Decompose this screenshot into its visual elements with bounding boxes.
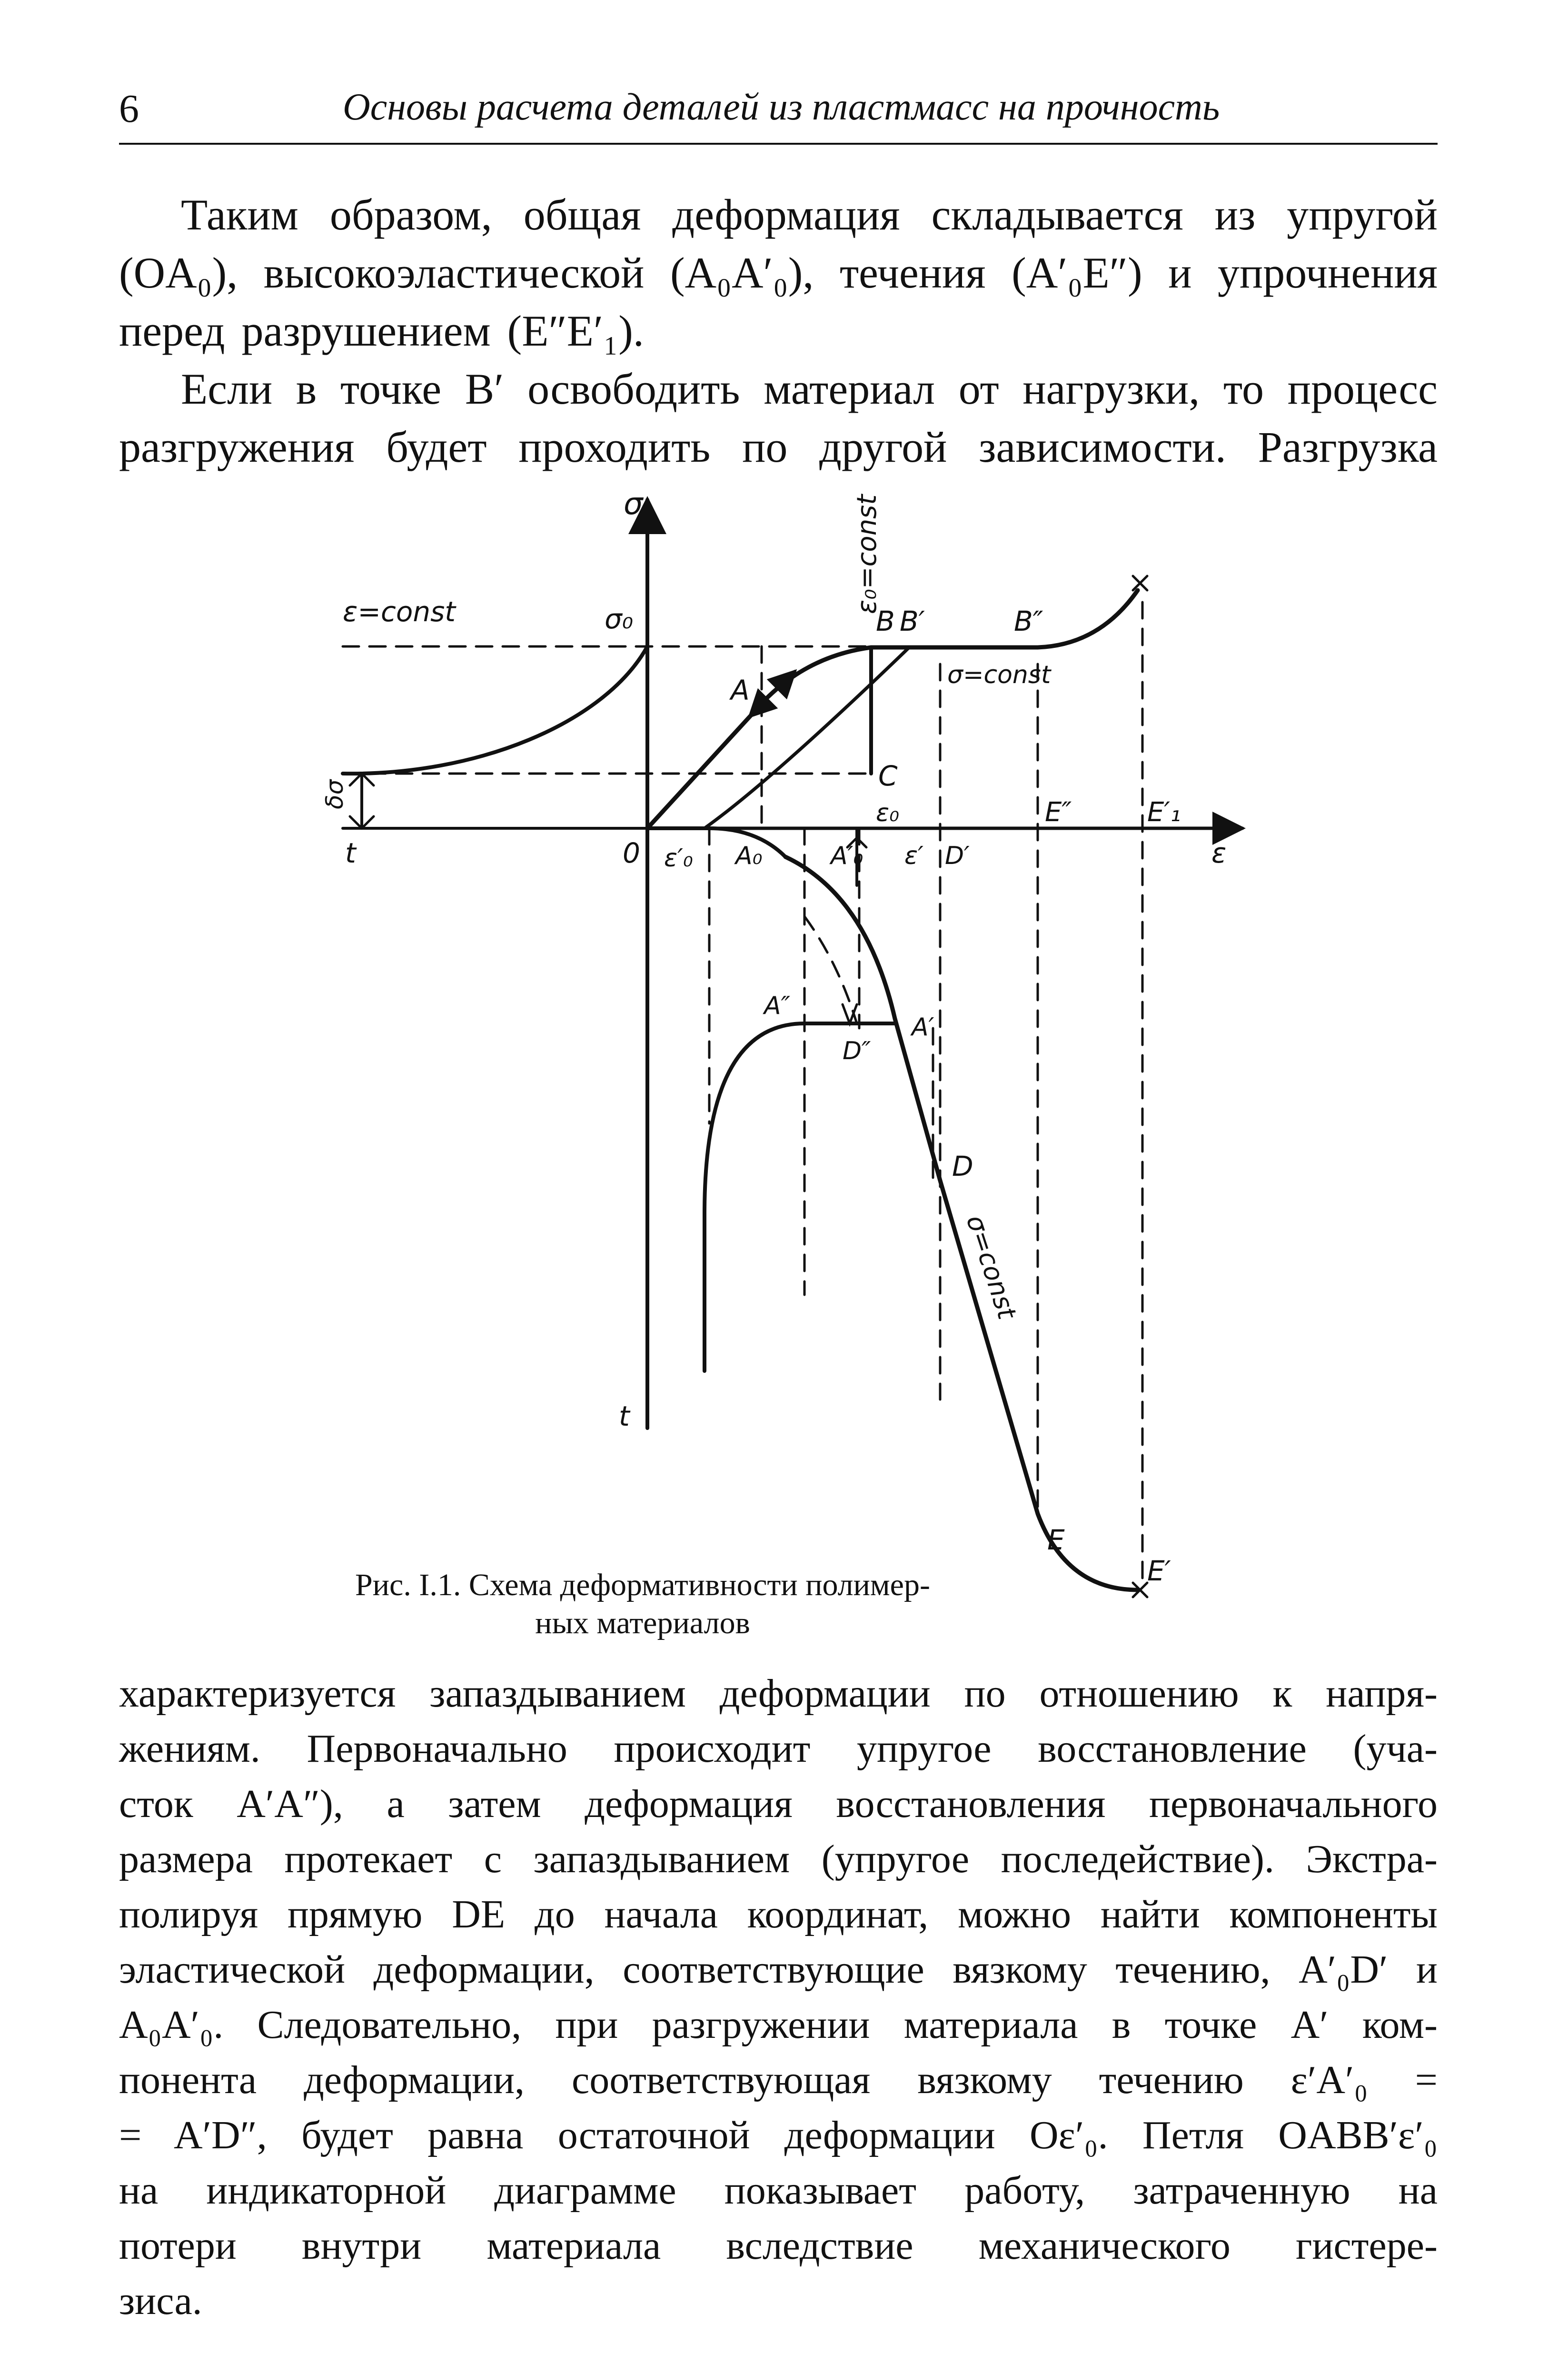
point-D2-label: D″ [843,1037,871,1065]
text-line: сток A′A″), а затем деформация восстановления первоначального [119,1782,1438,1826]
text-line: разгружения будет проходить по другой зависимости. Разгрузка [119,423,1438,471]
text-line: жениям. Первоначально происходит упругое восстановление (уча- [119,1727,1438,1771]
running-title: Основы расчета деталей из пластмасс на прочность [343,86,1220,128]
point-A0-label: A₀ [735,842,763,870]
sigma-const-top-label: σ=const [947,661,1051,689]
text-line: (OA₀), высокоэластической (A₀A′₀), течения (A′₀E″) и упрочнения [119,248,1438,297]
text-line: на индикаторной диаграмме показывает работу, затраченную на [119,2168,1438,2213]
text-line: зиса. [119,2279,202,2323]
eps0-const-label: ε₀=const [852,494,883,614]
text-line: характеризуется запаздыванием деформации по отношению к напря- [119,1671,1438,1716]
text-line: размера протекает с запаздыванием (упругое последействие). Экстра- [119,1837,1438,1881]
point-Ap-label: A′ [912,1013,934,1042]
point-A-label: A [731,674,750,706]
text-line: перед разрушением (E″E′₁). [119,307,644,355]
sigma-const-diag-label: σ=const [960,1211,1022,1323]
sigma-axis-label: σ [624,486,643,522]
eps-axis-label: ε [1211,837,1227,869]
point-B2-label: B″ [1014,605,1043,637]
text-line: полируя прямую DE до начала координат, можно найти компоненты [119,1892,1438,1936]
point-C-label: C [878,760,898,792]
delta-sigma-label: δσ [321,779,348,809]
point-E1p-label: E′₁ [1147,797,1181,828]
creep-curve [343,646,647,774]
eps0-label: ε₀ [876,799,899,827]
point-Ep-label: E′ [1147,1555,1171,1587]
text-line: Таким образом, общая деформация складывается из упругой [181,190,1438,239]
point-E2-label: E″ [1045,797,1072,828]
point-A2-label: A″ [764,992,790,1020]
t-left-label: t [345,837,356,869]
figure-caption [286,1566,1000,1642]
point-D-label: D [952,1150,973,1182]
eps0p-label: ε′₀ [664,844,693,873]
sigma0-label: σ₀ [605,603,634,635]
recovery-curve [705,1023,804,1371]
point-Dp-label: D′ [945,842,970,870]
caption-line: Рис. I.1. Схема деформативности полимер- [355,1568,930,1602]
text-line: = A′D″, будет равна остаточной деформации Oε′₀. Петля OABB′ε′₀ [119,2113,1438,2157]
point-A0p-label: A′₀ [831,842,863,870]
eps-const-label: ε=const [343,596,456,628]
caption-line: ных материалов [535,1606,750,1640]
point-B1-label: B′ [900,605,925,637]
text-line: потери внутри материала вследствие механического гистере- [119,2224,1438,2268]
point-E-label: E [1047,1524,1065,1556]
page-number: 6 [119,87,139,131]
body-paragraph [119,1666,1438,2329]
text-line: A₀A′₀. Следовательно, при разгружении материала в точке A′ ком- [119,2003,1438,2047]
text-line: эластической деформации, соответствующие вязкому течению, A′₀D′ и [119,1947,1438,1992]
origin-label: 0 [623,837,640,869]
text-line: Если в точке B′ освободить материал от нагрузки, то процесс [181,365,1438,413]
point-B-label: B [876,605,895,637]
text-line: понента деформации, соответствующая вязкому течению ε′A′₀ = [119,2058,1438,2102]
eps-prime-label: ε′ [904,842,923,870]
t-bottom-label: t [619,1400,630,1432]
